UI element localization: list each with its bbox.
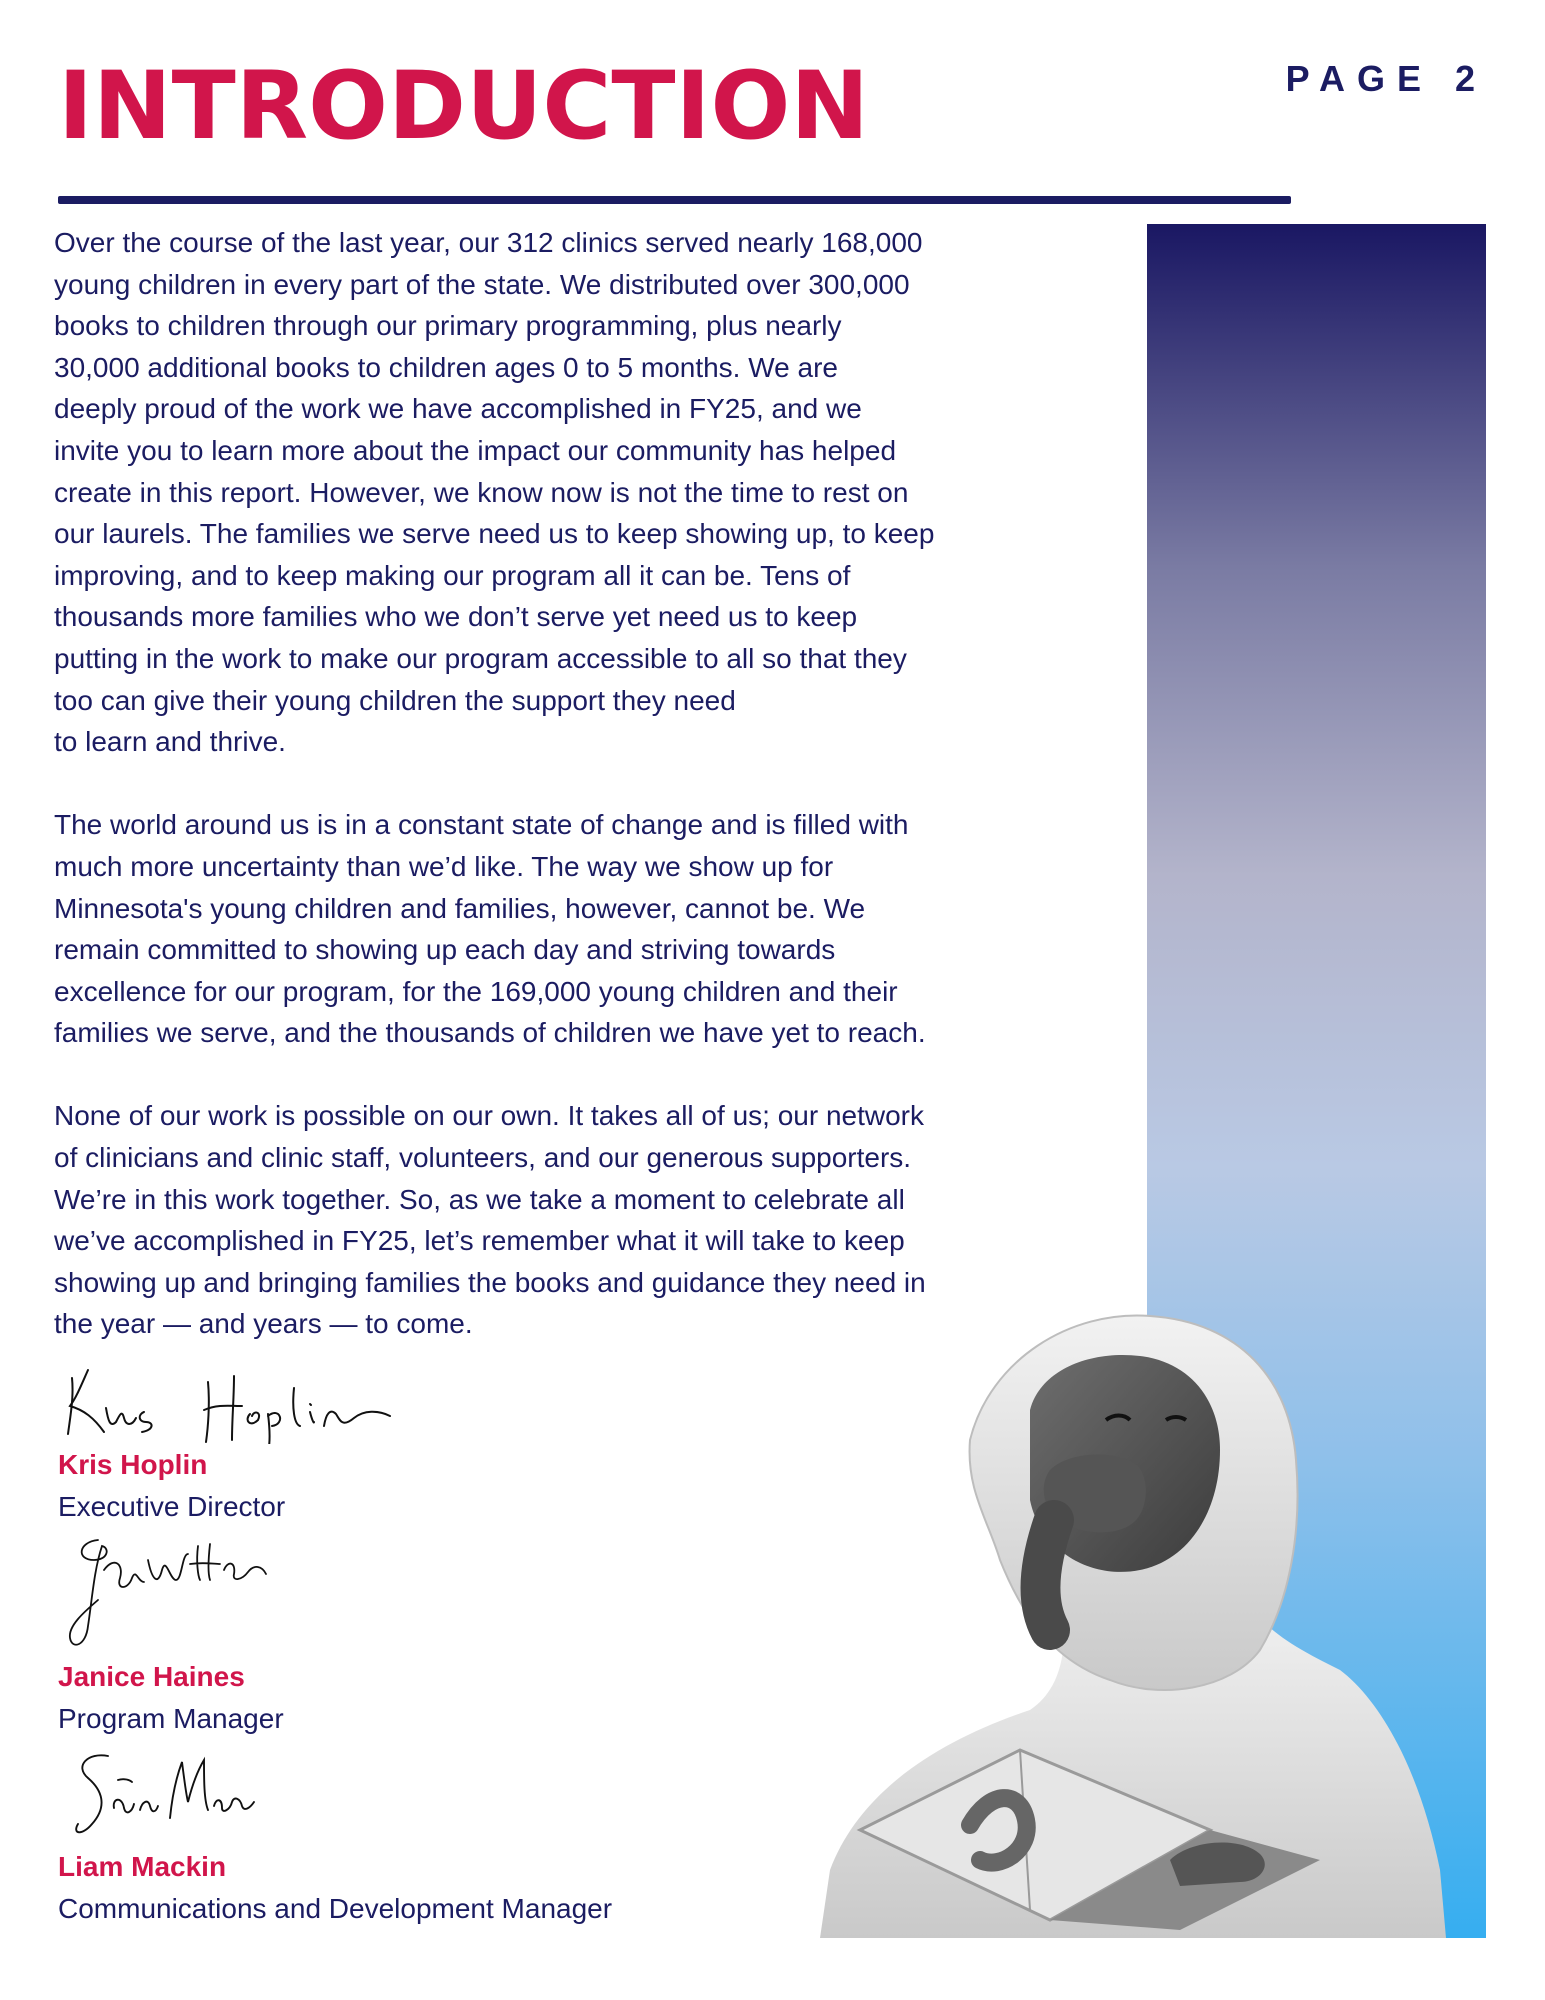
signer-role: Communications and Development Manager [58, 1893, 613, 1924]
signer-block-kris-hoplin [58, 1348, 418, 1528]
signature-kris-hoplin-icon [58, 1348, 418, 1444]
paragraph-2: The world around us is in a constant state of change and is filled with much more uncertainty than we’d like. The way we show up for Minnesota's young children and families, however, cannot be. We remain committed to showing up each day and striving towards excellence for our program, for the 169,000 young children and their families we serve, and the thousands of children we have yet to reach. [54, 809, 926, 1049]
signature-liam-mackin-icon [58, 1750, 268, 1846]
paragraph-1: Over the course of the last year, our 312 clinics served nearly 168,000 young children in every part of the state. We distributed over 300,000 books to children through our primary programming, plus nearly 30,000 additional books to children ages 0 to 5 months. We are deeply proud of the work we have accomplished in FY25, and we invite you to learn more about the impact our community has helped create in this report. However, we know now is not the time to rest on our laurels. The families we serve need us to keep showing up, to keep improving, and to keep making our program all it can be. Tens of thousands more families who we don’t serve yet need us to keep putting in the work to make our program accessible to all so that they too can give their young children the support they need to learn and thrive. [54, 227, 935, 758]
signature-janice-haines-icon [58, 1530, 278, 1656]
signer-name: Liam Mackin [58, 1851, 227, 1882]
signer-name: Kris Hoplin [58, 1449, 208, 1480]
introduction-body [54, 222, 1134, 1387]
signer-role: Program Manager [58, 1703, 284, 1734]
paragraph-3: None of our work is possible on our own. It takes all of us; our network of clinicians and clinic staff, volunteers, and our generous supporters. We’re in this work together. So, as we take a moment to celebrate all we’ve accomplished in FY25, let’s remember what it will take to keep showing up and bringing families the books and guidance they need in the year — and years — to come. [54, 1100, 926, 1340]
signer-block-janice-haines [58, 1530, 284, 1740]
signer-block-liam-mackin [58, 1750, 612, 1930]
child-reading-photo-icon [820, 1270, 1486, 1938]
signer-name: Janice Haines [58, 1661, 245, 1692]
page-title: INTRODUCTION [58, 52, 870, 161]
signer-role: Executive Director [58, 1491, 286, 1522]
title-divider [58, 196, 1291, 204]
page-number: PAGE 2 [1285, 58, 1487, 99]
